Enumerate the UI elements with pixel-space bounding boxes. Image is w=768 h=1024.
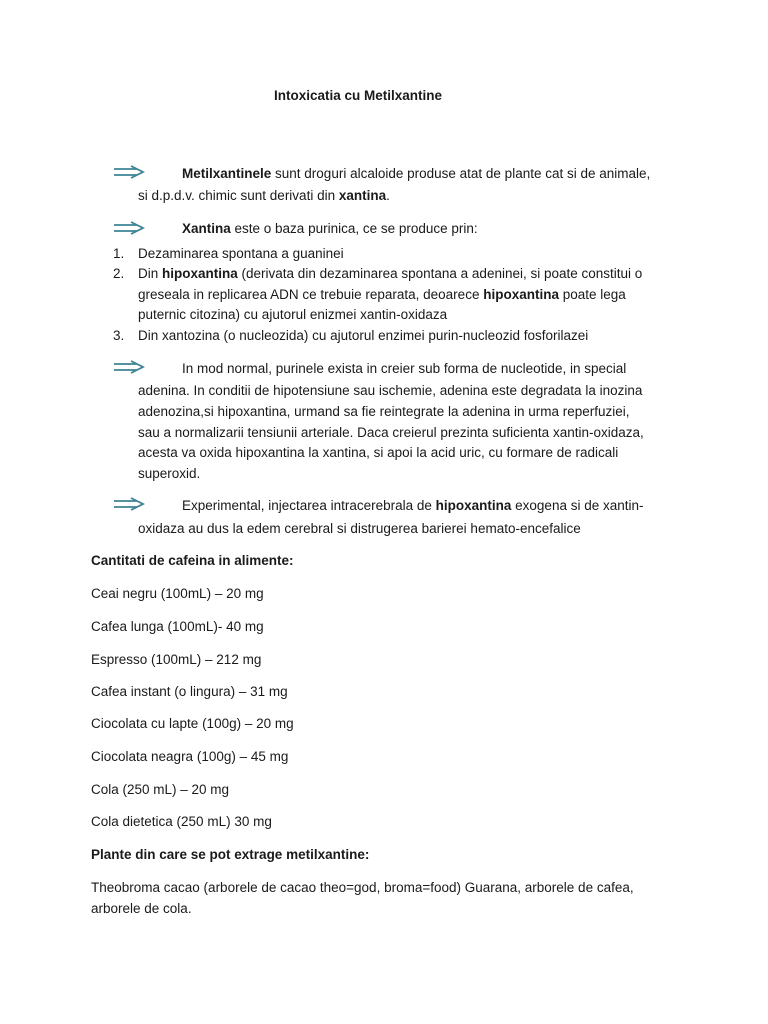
list-item-2-line-2: greseala in replicarea ADN ce trebuie reparata, deoarece hipoxantina poate lega [138, 287, 626, 302]
paragraph-3-line-6: superoxid. [138, 466, 201, 481]
paragraph-3-line-3: adenozina,si hipoxantina, urmand sa fie reintegrate la adenina in urma reperfuziei, [138, 404, 630, 419]
plants-heading: Plante din care se pot extrage metilxantine: [91, 847, 370, 862]
paragraph-1-line-1: Metilxantinele sunt droguri alcaloide produse atat de plante cat si de animale, [182, 166, 651, 181]
list-item: Ciocolata neagra (100g) – 45 mg [91, 749, 289, 764]
double-right-arrow-icon [113, 360, 145, 374]
list-item: Espresso (100mL) – 212 mg [91, 652, 262, 667]
caffeine-heading: Cantitati de cafeina in alimente: [91, 553, 294, 568]
paragraph-3-line-2: adenina. In conditii de hipotensiune sau ischemie, adenina este degradata la inozina [138, 383, 643, 398]
list-item: Cafea lunga (100mL)- 40 mg [91, 619, 264, 634]
list-number-2: 2. [113, 266, 125, 281]
paragraph-1-line-2: si d.p.d.v. chimic sunt derivati din xantina. [138, 188, 390, 203]
paragraph-3-line-1: In mod normal, purinele exista in creier sub forma de nucleotide, in special [182, 361, 627, 376]
list-item: Cafea instant (o lingura) – 31 mg [91, 684, 288, 699]
list-item-3: Din xantozina (o nucleozida) cu ajutorul enzimei purin-nucleozid fosforilazei [138, 328, 589, 343]
plants-line-1: Theobroma cacao (arborele de cacao theo=god, broma=food) Guarana, arborele de cafea, [91, 880, 634, 895]
paragraph-3-line-5: acesta va oxida hipoxantina la xantina, si apoi la acid uric, cu formare de radicali [138, 445, 619, 460]
list-item: Cola dietetica (250 mL) 30 mg [91, 814, 272, 829]
paragraph-4-line-1: Experimental, injectarea intracerebrala de hipoxantina exogena si de xantin- [182, 498, 644, 513]
list-number-1: 1. [113, 246, 125, 261]
plants-line-2: arborele de cola. [91, 901, 192, 916]
list-item: Cola (250 mL) – 20 mg [91, 782, 230, 797]
double-right-arrow-icon [113, 497, 145, 511]
list-item: Ciocolata cu lapte (100g) – 20 mg [91, 716, 294, 731]
paragraph-2: Xantina este o baza purinica, ce se produce prin: [182, 221, 478, 236]
list-item-1: Dezaminarea spontana a guaninei [138, 246, 344, 261]
list-item-2-line-3: puternic citozina) cu ajutorul enizmei xantin-oxidaza [138, 307, 448, 322]
double-right-arrow-icon [113, 165, 145, 179]
page-title: Intoxicatia cu Metilxantine [274, 88, 443, 103]
list-item: Ceai negru (100mL) – 20 mg [91, 586, 264, 601]
paragraph-3-line-4: sau a normalizarii tensiunii arteriale. Daca creierul prezinta suficienta xantin-oxidaza, [138, 425, 644, 440]
list-item-2-line-1: Din hipoxantina (derivata din dezaminarea spontana a adeninei, si poate constitui o [138, 266, 643, 281]
double-right-arrow-icon [113, 221, 145, 235]
list-number-3: 3. [113, 328, 125, 343]
paragraph-4-line-2: oxidaza au dus la edem cerebral si distrugerea barierei hemato-encefalice [138, 521, 581, 536]
